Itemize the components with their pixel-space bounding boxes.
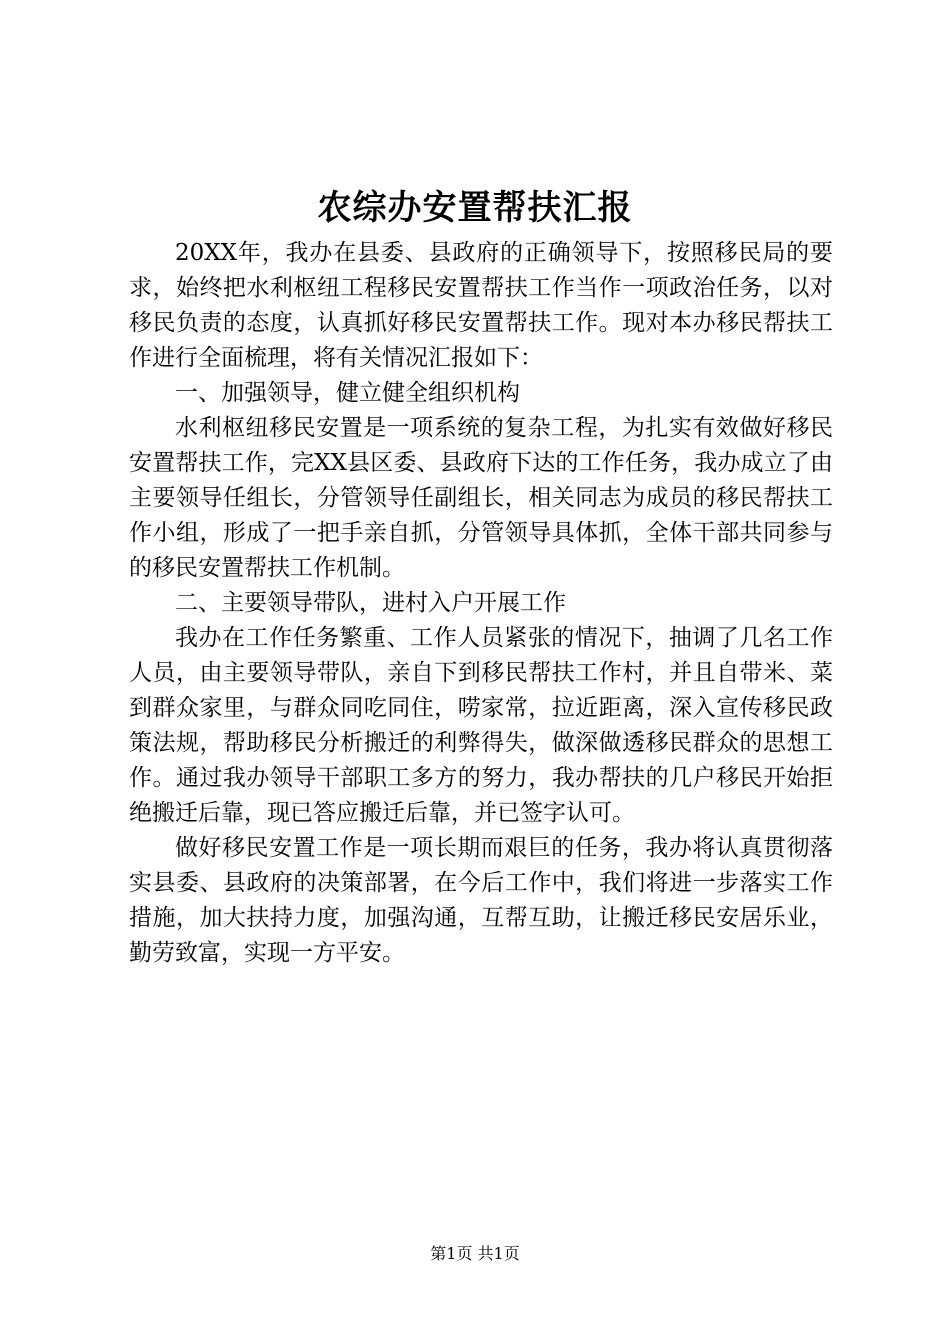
page-footer: 第1页 共1页 <box>430 1244 520 1263</box>
section-heading-1: 一、加强领导，健立健全组织机构 <box>175 380 520 406</box>
section-heading-2: 二、主要领导带队，进村入户开展工作 <box>175 590 566 616</box>
paragraph-section-2: 我办在工作任务繁重、工作人员紧张的情况下，抽调了几名工作人员，由主要领导带队，亲自下到移民帮扶工作村，并且自带米、菜到群众家里，与群众同吃同住，唠家常，拉近距离，深入宣传移民政策法规，帮助移民分析搬迁的利弊得失，做深做透移民群众的思想工作。通过我办领导干部职工多方的努力，我办帮扶的几户移民开始拒绝搬迁后靠，现已答应搬迁后靠，并已签字认可。 <box>129 625 833 826</box>
paragraph-section-1: 水利枢纽移民安置是一项系统的复杂工程，为扎实有效做好移民安置帮扶工作，完XX县区委、县政府下达的工作任务，我办成立了由主要领导任组长，分管领导任副组长，相关同志为成员的移民帮扶工作小组，形成了一把手亲自抓，分管领导具体抓，全体干部共同参与的移民安置帮扶工作机制。 <box>129 415 833 581</box>
document-body <box>129 236 833 971</box>
paragraph-intro: 20XX年，我办在县委、县政府的正确领导下，按照移民局的要求，始终把水利枢纽工程移民安置帮扶工作当作一项政治任务，以对移民负责的态度，认真抓好移民安置帮扶工作。现对本办移民帮扶工作进行全面梳理，将有关情况汇报如下： <box>129 240 833 371</box>
paragraph-conclusion: 做好移民安置工作是一项长期而艰巨的任务，我办将认真贯彻落实县委、县政府的决策部署，在今后工作中，我们将进一步落实工作措施，加大扶持力度，加强沟通，互帮互助，让搬迁移民安居乐业，勤劳致富，实现一方平安。 <box>129 835 833 966</box>
document-title: 农综办安置帮扶汇报 <box>317 188 633 228</box>
